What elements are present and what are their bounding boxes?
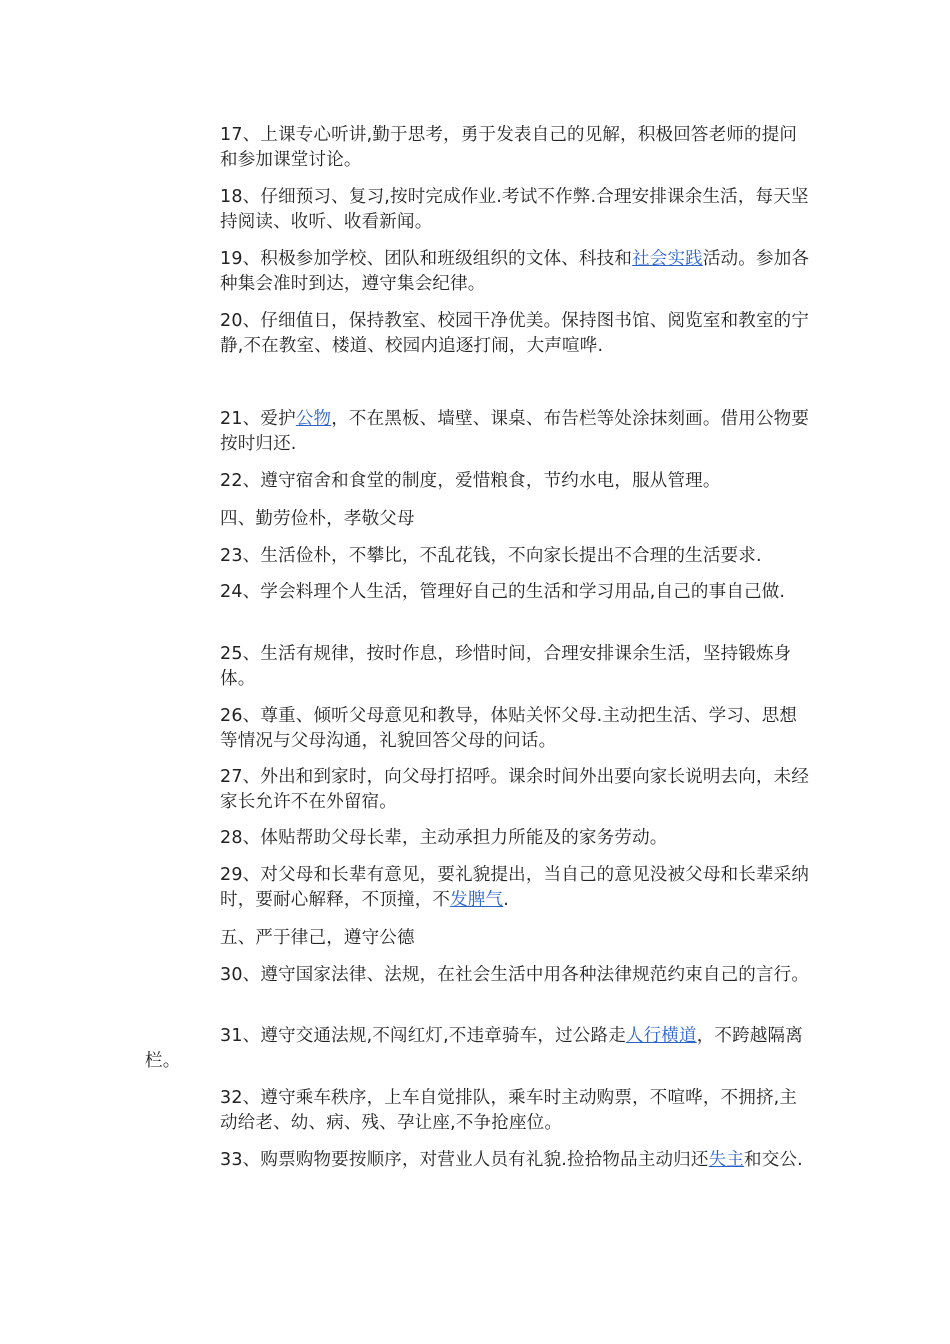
paragraph-26	[220, 704, 810, 754]
paragraph-25	[220, 642, 810, 692]
text-segment: 21、爱护	[220, 409, 296, 429]
paragraph-18	[220, 185, 810, 235]
text-segment: ，不跨越隔离栏。	[145, 1026, 803, 1071]
text-segment: 20、仔细值日，保持教室、校园干净优美。保持图书馆、阅览室和教室的宁静,不在教室、楼道、校园内追逐打闹，大声喧哗.	[220, 311, 810, 356]
text-segment: 17、上课专心听讲,勤于思考，勇于发表自己的见解，积极回答老师的提问和参加课堂讨论。	[220, 125, 798, 170]
paragraph-17	[220, 123, 810, 173]
paragraph-23	[220, 544, 810, 569]
text-segment: 32、遵守乘车秩序，上车自觉排队，乘车时主动购票，不喧哗，不拥挤,主动给老、幼、病、残、孕让座,不争抢座位。	[220, 1088, 798, 1133]
text-segment: 活动。参加各种集会准时到达，遵守集会纪律。	[220, 249, 810, 294]
paragraph-22	[220, 469, 810, 494]
text-segment: 30、遵守国家法律、法规，在社会生活中用各种法律规范约束自己的言行。	[220, 965, 810, 985]
link-public-property[interactable]: 公物	[295, 409, 332, 429]
text-segment: 五、严于律己，遵守公德	[220, 928, 415, 948]
link-social-practice[interactable]: 社会实践	[632, 249, 703, 269]
text-segment: ，不在黑板、墙壁、课桌、布告栏等处涂抹刻画。借用公物要按时归还.	[220, 409, 810, 454]
text-segment: 22、遵守宿舍和食堂的制度，爱惜粮食，节约水电，服从管理。	[220, 471, 721, 491]
text-segment: 和交公.	[744, 1150, 803, 1170]
text-segment: 31、遵守交通法规,不闯红灯,不违章骑车，过公路走	[220, 1026, 626, 1046]
text-segment: 28、体贴帮助父母长辈，主动承担力所能及的家务劳动。	[220, 828, 668, 848]
paragraph-27	[220, 765, 810, 815]
link-owner[interactable]: 失主	[708, 1150, 745, 1170]
paragraph-32	[220, 1086, 810, 1136]
text-segment: 29、对父母和长辈有意见，要礼貌提出，当自己的意见没被父母和长辈采纳时，要耐心解释，不顶撞，不	[220, 865, 810, 910]
text-segment: 19、积极参加学校、团队和班级组织的文体、科技和	[220, 249, 633, 269]
text-segment: 25、生活有规律，按时作息，珍惜时间，合理安排课余生活，坚持锻炼身体。	[220, 644, 792, 689]
section-heading-5	[220, 926, 810, 951]
paragraph-19	[220, 247, 810, 297]
link-crosswalk[interactable]: 人行横道	[625, 1026, 697, 1046]
text-segment: 27、外出和到家时，向父母打招呼。课余时间外出要向家长说明去向，未经家长允许不在外留宿。	[220, 767, 810, 812]
text-segment: 18、仔细预习、复习,按时完成作业.考试不作弊.合理安排课余生活，每天坚持阅读、收听、收看新闻。	[220, 187, 809, 232]
paragraph-29	[220, 863, 810, 913]
section-heading-4	[220, 507, 810, 532]
paragraph-20	[220, 309, 810, 359]
link-lose-temper[interactable]: 发脾气	[450, 890, 504, 910]
paragraph-33	[145, 1148, 810, 1173]
text-segment: 四、勤劳俭朴，孝敬父母	[220, 509, 415, 529]
paragraph-31	[145, 1024, 810, 1074]
text-segment: 23、生活俭朴，不攀比，不乱花钱，不向家长提出不合理的生活要求.	[220, 546, 762, 566]
text-segment: 26、尊重、倾听父母意见和教导，体贴关怀父母.主动把生活、学习、思想等情况与父母沟通，礼貌回答父母的问话。	[220, 706, 798, 751]
paragraph-24	[220, 580, 810, 605]
paragraph-30	[145, 963, 810, 988]
text-segment: .	[503, 890, 509, 910]
paragraph-21	[220, 407, 810, 457]
paragraph-28	[220, 826, 810, 851]
text-segment: 33、购票购物要按顺序，对营业人员有礼貌.捡拾物品主动归还	[220, 1150, 709, 1170]
text-segment: 24、学会料理个人生活，管理好自己的生活和学习用品,自己的事自己做.	[220, 582, 786, 602]
